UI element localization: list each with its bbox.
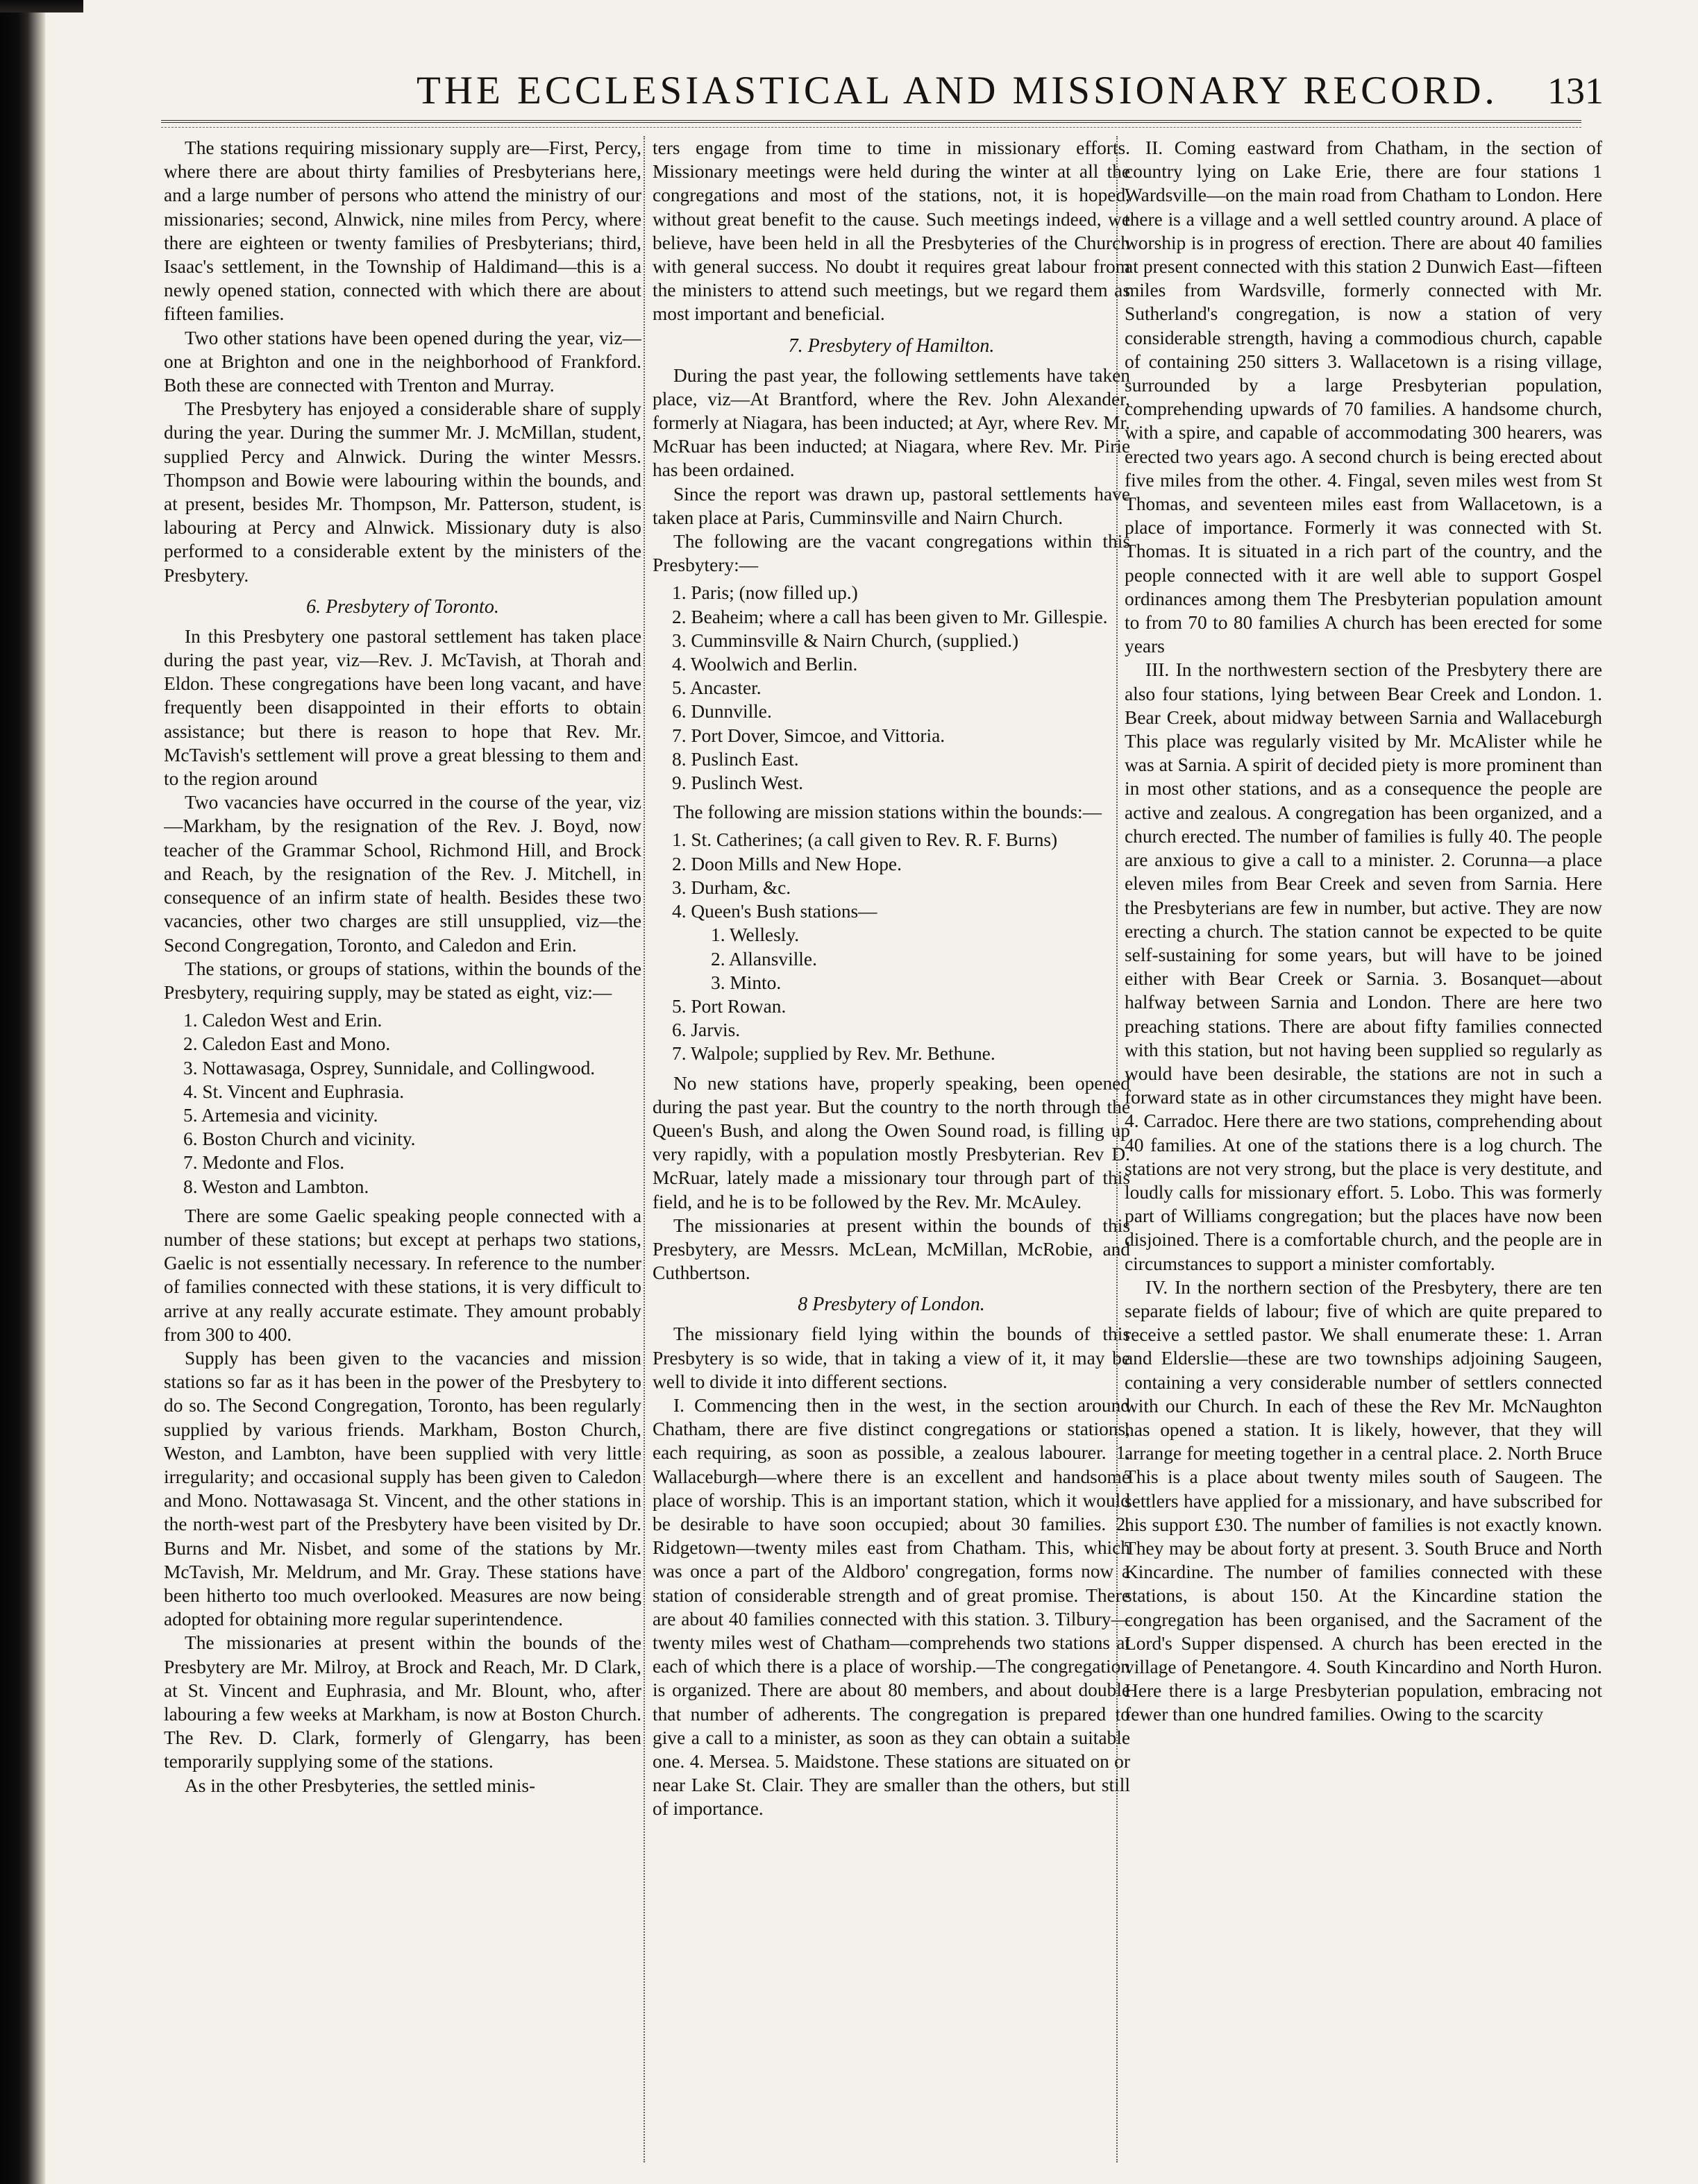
- sub-list-wrapper: [672, 923, 1130, 994]
- list-item: 8. Weston and Lambton.: [183, 1176, 369, 1197]
- paragraph: III. In the northwestern section of the Presbytery there are also four stations, lying between Bear Creek and London. 1. Bear Creek, about midway between Sarnia and Wallaceburgh This place was regularly visited by Mr. McAlister while he was at Sarnia. A spirit of decided piety is more prominent than in most other stations, and as a consequence the people are active and zealous. A congregation has been organized, and a church erected. The number of families is fully 40. The people are anxious to give a call to a minister. 2. Corunna—a place eleven miles from Bear Creek and seven from Sarnia. Here the Presbyterians are few in number, but active. They are now erecting a church. The station cannot be expected to be quite self-sustaining for some years, but will have to be joined either with Bear Creek or Sarnia. 3. Bosanquet—about halfway between Sarnia and London. There are here two preaching stations. There are about fifty families connected with this station, but not having been supplied so regularly as would have been desirable, the stations are not in such a forward state as in other circumstances they might have been. 4. Carradoc. Here there are two stations, comprehending about 40 families. At one of the stations there is a log church. The stations are not very strong, but the place is very destitute, and loudly calls for missionary effort. 5. Lobo. This was formerly part of Williams congregation; but the places have now been disjoined. There is a comfortable church, and the people are in circumstances to support a minister comfortably.: [1125, 659, 1602, 1274]
- paragraph: The following are the vacant congregations within this Presbytery:—: [653, 531, 1130, 576]
- list-item: 4. Woolwich and Berlin.: [672, 654, 858, 675]
- list-item: 5. Port Rowan.: [672, 995, 787, 1017]
- paragraph: As in the other Presbyteries, the settled minis-: [185, 1775, 536, 1796]
- paragraph: Since the report was drawn up, pastoral settlements have taken place at Paris, Cumminsville and Nairn Church.: [653, 483, 1130, 528]
- paragraph: The missionary field lying within the bounds of this Presbytery is so wide, that in taking a view of it, it may be well to divide it into different sections.: [653, 1323, 1130, 1392]
- mission-station-list: [653, 828, 1130, 1065]
- paragraph: ters engage from time to time in missionary efforts. Missionary meetings were held during the winter at all the congregations and most of the stations, not, it is hoped, without great benefit to the cause. Such meetings indeed, we believe, have been held in all the Presbyteries of the Church with general success. No doubt it requires great labour from the ministers to attend such meetings, but we regard them as most important and beneficial.: [653, 137, 1130, 325]
- paragraph: The missionaries at present within the bounds of this Presbytery, are Messrs. McLean, McMillan, McRobie, and Cuthbertson.: [653, 1214, 1130, 1284]
- list-item: 5. Artemesia and vicinity.: [183, 1104, 378, 1126]
- paragraph: The Presbytery has enjoyed a considerable share of supply during the year. During the summer Mr. J. McMillan, student, supplied Percy and Alnwick. During the winter Messrs. Thompson and Bowie were labouring within the bounds, and at present, besides Mr. Thompson, Mr. Patterson, student, is labouring at Percy and Alnwick. Missionary duty is also performed to a considerable extent by the ministers of the Presbytery.: [164, 398, 641, 586]
- list-item: 6. Jarvis.: [672, 1019, 741, 1041]
- binding-shadow: [0, 0, 46, 2184]
- paragraph: IV. In the northern section of the Presbytery, there are ten separate fields of labour; five of which are quite prepared to receive a settled pastor. We shall enumerate these: 1. Arran and Elderslie—these are two townships adjoining Saugeen, containing a very considerable number of settlers connected with our Church. In each of these the Rev Mr. McNaughton has opened a station. It is likely, however, that they will arrange for meeting together in a central place. 2. North Bruce This is a place about twenty miles south of Saugeen. The settlers have applied for a missionary, and have subscribed for his support £30. The number of families is not exactly known. They may be about forty at present. 3. South Bruce and North Kincardine. The number of families connected with these stations, is about 150. At the Kincardine station the congregation has been organised, and the Sacrament of the Lord's Supper dispensed. A church has been erected in the village of Penetangore. 4. South Kincardino and North Huron. Here there is a large Presbyterian population, embracing not fewer than one hundred families. Owing to the scarcity: [1125, 1276, 1602, 1725]
- list-item: 3. Nottawasaga, Osprey, Sunnidale, and Collingwood.: [183, 1057, 596, 1078]
- paragraph: I. Commencing then in the west, in the section around Chatham, there are five distinct congregations or stations, each requiring, as soon as possible, a zealous labourer. 1. Wallaceburgh—where there is an excellent and handsome place of worship. This is an important station, which it would be desirable to have soon occupied; about 30 families. 2. Ridgetown—twenty miles east from Chatham. This, which was once a part of the Aldboro' congregation, forms now a station of considerable strength and of great promise. There are about 40 families connected with this station. 3. Tilbury—twenty miles west of Chatham—comprehends two stations at each of which there is a place of worship.—The congregation is organized. There are about 80 members, and about double that number of adherents. The congregation is prepared to give a call to a minister, as soon as they can obtain a suitable one. 4. Mersea. 5. Maidstone. These stations are situated on or near Lake St. Clair. They are smaller than the others, but still of importance.: [653, 1394, 1130, 1820]
- list-item: 2. Allansville.: [711, 948, 817, 970]
- paragraph: No new stations have, properly speaking, been opened during the past year. But the country to the north through the Queen's Bush, and along the Owen Sound road, is filling up very rapidly, with a population mostly Presbyterian. Rev D. McRuar, lately made a missionary tour through part of this field, and he is to be followed by the Rev. Mr. McAuley.: [653, 1072, 1130, 1212]
- paragraph: In this Presbytery one pastoral settlement has taken place during the past year, viz—Rev. J. McTavish, at Thorah and Eldon. These congregations have been long vacant, and have frequently been disappointed in their efforts to obtain assistance; but there is reason to hope that Rev. Mr. McTavish's settlement will prove a great blessing to them and to the region around: [164, 625, 641, 790]
- header-rule-dashed: [161, 127, 1581, 128]
- paragraph: The missionaries at present within the bounds of the Presbytery are Mr. Milroy, at Brock and Reach, Mr. D Clark, at St. Vincent and Euphrasia, and Mr. Blount, who, after labouring a few weeks at Markham, is now at Boston Church. The Rev. D. Clark, formerly of Glengarry, has been temporarily supplying some of the stations.: [164, 1632, 641, 1772]
- paragraph: Two other stations have been opened during the year, viz—one at Brighton and one in the neighborhood of Frankford. Both these are connected with Trenton and Murray.: [164, 327, 641, 396]
- list-item: 9. Puslinch West.: [672, 772, 804, 794]
- list-item: 3. Minto.: [711, 972, 782, 993]
- vacant-congregation-list: [653, 581, 1130, 795]
- binding-edge: [0, 0, 83, 12]
- section-heading-london: 8 Presbytery of London.: [798, 1294, 985, 1316]
- station-list: [164, 1008, 641, 1199]
- paragraph: During the past year, the following settlements have taken place, viz—At Brantford, where the Rev. John Alexander, formerly at Niagara, has been inducted; at Ayr, where Rev. Mr. McRuar has been inducted; at Niagara, where Rev. Mr. Pirie has been ordained.: [653, 364, 1130, 481]
- list-item: 8. Puslinch East.: [672, 748, 799, 770]
- list-item: 6. Dunnville.: [672, 701, 772, 722]
- page-header: [139, 67, 1604, 115]
- list-item: 1. Caledon West and Erin.: [183, 1010, 383, 1031]
- list-item: 1. Paris; (now filled up.): [672, 582, 858, 604]
- paragraph: Supply has been given to the vacancies and mission stations so far as it has been in the power of the Presbytery to do so. The Second Congregation, Toronto, has been regularly supplied by various friends. Markham, Boston Church, Weston, and Lambton, have been supplied with very little irregularity; and occasional supply has been given to Caledon and Mono. Nottawasaga St. Vincent, and the other stations in the north-west part of the Presbytery have been visited by Dr. Burns and Mr. Nisbet, and some of the stations by Mr. McTavish, Mr. Meldrum, and Mr. Gray. These stations have been hitherto too much overlooked. Measures are now being adopted for obtaining more regular superintendence.: [164, 1347, 641, 1630]
- list-item: 7. Walpole; supplied by Rev. Mr. Bethune.: [672, 1043, 995, 1065]
- list-item: 5. Ancaster.: [672, 677, 762, 699]
- list-item: 7. Port Dover, Simcoe, and Vittoria.: [672, 725, 945, 746]
- list-item: 2. Caledon East and Mono.: [183, 1033, 391, 1055]
- list-item: 1. St. Catherines; (a call given to Rev. R. F. Burns): [672, 829, 1058, 851]
- list-item: 1. Wellesly.: [711, 924, 800, 946]
- list-item: 3. Cumminsville & Nairn Church, (supplied.): [672, 629, 1019, 651]
- header-rule: [161, 120, 1581, 123]
- page-number: 131: [1547, 70, 1604, 112]
- paragraph: There are some Gaelic speaking people connected with a number of these stations; but except at perhaps two stations, Gaelic is not essentially necessary. In reference to the number of families connected with these stations, it is very difficult to arrive at any really accurate estimate. They amount probably from 300 to 400.: [164, 1205, 641, 1345]
- section-heading-hamilton: 7. Presbytery of Hamilton.: [788, 335, 995, 357]
- list-item: 4. St. Vincent and Euphrasia.: [183, 1081, 405, 1102]
- paragraph: Two vacancies have occurred in the course of the year, viz—Markham, by the resignation of the Rev. J. Boyd, now teacher of the Grammar School, Richmond Hill, and Brock and Reach, by the resignation of the Rev. J. Mitchell, in consequence of an infirm state of health. Besides these two vacancies, other two charges are still unsupplied, viz—the Second Congregation, Toronto, and Caledon and Erin.: [164, 792, 641, 956]
- list-item: 7. Medonte and Flos.: [183, 1152, 345, 1174]
- queens-bush-sub-list: [672, 923, 1130, 994]
- column-divider: [644, 136, 645, 2162]
- paragraph: II. Coming eastward from Chatham, in the section of country lying on Lake Erie, there are four stations 1 Wardsville—on the main road from Chatham to London. Here there is a village and a well settled country around. A place of worship is in progress of erection. There are about 40 families at present connected with this station 2 Dunwich East—fifteen miles from Wardsville, formerly connected with Mr. Sutherland's congregation, is now a station of very considerable strength, having a commodious church, capable of containing 250 sitters 3. Wallacetown is a rising village, surrounded by a large Presbyterian population, comprehending upwards of 70 families. A handsome church, with a spire, and capable of accommodating 300 hearers, was erected two years ago. A second church is being erected about five miles from the other. 4. Fingal, seven miles west from St Thomas, and seventeen miles east from Wallacetown, is a place of importance. Formerly it was connected with St. Thomas. It is situated in a rich part of the country, and the people connected with it are well able to support Gospel ordinances among them The Presbyterian population amount to from 70 to 80 families A church has been erected for some years: [1125, 137, 1602, 657]
- left-column: [164, 136, 641, 2156]
- paragraph: The stations, or groups of stations, within the bounds of the Presbytery, requiring supply, may be stated as eight, viz:—: [164, 958, 641, 1003]
- list-item: 2. Beaheim; where a call has been given to Mr. Gillespie.: [672, 606, 1108, 627]
- paragraph: The following are mission stations within the bounds:—: [673, 802, 1102, 823]
- right-column: [1125, 136, 1602, 2156]
- running-title: THE ECCLESIASTICAL AND MISSIONARY RECORD.: [417, 69, 1498, 112]
- middle-column: [653, 136, 1130, 2156]
- list-item: 3. Durham, &c.: [672, 877, 791, 898]
- section-heading-toronto: 6. Presbytery of Toronto.: [306, 595, 499, 618]
- paragraph: The stations requiring missionary supply are—First, Percy, where there are about thirty families of Presbyterians here, and a large number of persons who attend the ministry of our missionaries; second, Alnwick, nine miles from Percy, where there are eighteen or twenty families of Presbyterians; third, Isaac's settlement, in the Township of Haldimand—this is a newly opened station, connected with which there are about fifteen families.: [164, 137, 641, 325]
- list-item: 2. Doon Mills and New Hope.: [672, 853, 902, 874]
- list-item: 4. Queen's Bush stations—: [672, 901, 877, 922]
- list-item: 6. Boston Church and vicinity.: [183, 1128, 416, 1150]
